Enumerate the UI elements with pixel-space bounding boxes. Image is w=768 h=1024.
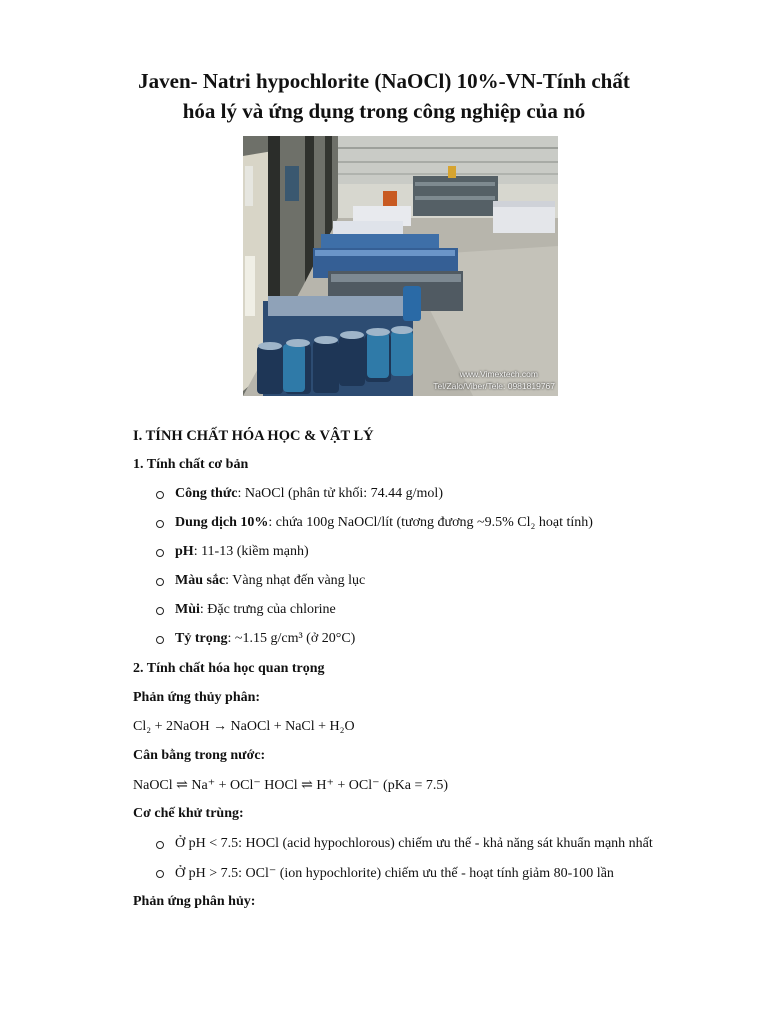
- hydrolysis-equation: Cl₂ + 2NaOH → NaOCl + NaCl + H₂O: [133, 719, 355, 734]
- list-item: Ở pH > 7.5: OCl⁻ (ion hypochlorite) chiếm ưu thế - hoạt tính giảm 80-100 lần: [175, 866, 614, 881]
- item-text: : chứa 100g NaOCl/lít (tương đương ~9.5% Cl₂ hoạt tính): [268, 515, 593, 530]
- item-label: Công thức: [175, 486, 238, 501]
- item-label: Màu sắc: [175, 573, 226, 588]
- warehouse-illustration: [243, 136, 558, 396]
- title-line-2: hóa lý và ứng dụng trong công nghiệp của nó: [182, 99, 586, 123]
- item-text: : Vàng nhạt đến vàng lục: [225, 573, 366, 588]
- bullet-icon: [156, 549, 164, 557]
- bullet-icon: [156, 520, 164, 528]
- decomposition-heading: Phản ứng phân hủy:: [133, 894, 256, 909]
- list-item: [175, 486, 443, 502]
- bullet-icon: [156, 578, 164, 586]
- item-label: pH: [175, 544, 194, 559]
- list-item: Ở pH < 7.5: HOCl (acid hypochlorous) chiếm ưu thế - khả năng sát khuẩn mạnh nhất: [175, 836, 653, 851]
- list-item: [175, 631, 355, 647]
- page-title: [100, 66, 668, 126]
- section-heading: I. TÍNH CHẤT HÓA HỌC & VẬT LÝ: [133, 428, 374, 444]
- photo-watermark-contact: Tel/Zalo/Viber/Tele: 0981819767: [433, 381, 555, 391]
- photo-watermark-site: www.Vimextech.com: [459, 369, 538, 379]
- list-item: [175, 573, 365, 589]
- item-text: : Đặc trưng của chlorine: [199, 602, 336, 617]
- bullet-icon: [156, 491, 164, 499]
- bullet-icon: [156, 636, 164, 644]
- item-label: Dung dịch 10%: [175, 515, 269, 530]
- warehouse-photo: [243, 136, 558, 396]
- bullet-icon: [156, 607, 164, 615]
- list-item: [175, 515, 593, 531]
- list-item: [175, 602, 336, 618]
- item-text: : ~1.15 g/cm³ (ở 20°C): [227, 631, 356, 646]
- subsection-heading-chemical: 2. Tính chất hóa học quan trọng: [133, 661, 325, 676]
- equilibrium-heading: Cân bằng trong nước:: [133, 748, 266, 763]
- subsection-heading-basic: 1. Tính chất cơ bản: [133, 457, 249, 472]
- equilibrium-equation: NaOCl ⇌ Na⁺ + OCl⁻ HOCl ⇌ H⁺ + OCl⁻ (pKa = 7.5): [133, 778, 449, 793]
- item-label: Tỷ trọng: [175, 631, 228, 646]
- item-label: Mùi: [175, 602, 200, 617]
- item-text: : 11-13 (kiềm mạnh): [193, 544, 309, 559]
- disinfection-heading: Cơ chế khử trùng:: [133, 806, 244, 821]
- bullet-icon: [156, 841, 164, 849]
- hydrolysis-heading: Phản ứng thủy phân:: [133, 690, 261, 705]
- list-item: [175, 544, 309, 560]
- title-line-1: Javen- Natri hypochlorite (NaOCl) 10%-VN-Tính chất: [138, 69, 630, 93]
- bullet-icon: [156, 870, 164, 878]
- item-text: : NaOCl (phân tử khối: 74.44 g/mol): [237, 486, 443, 501]
